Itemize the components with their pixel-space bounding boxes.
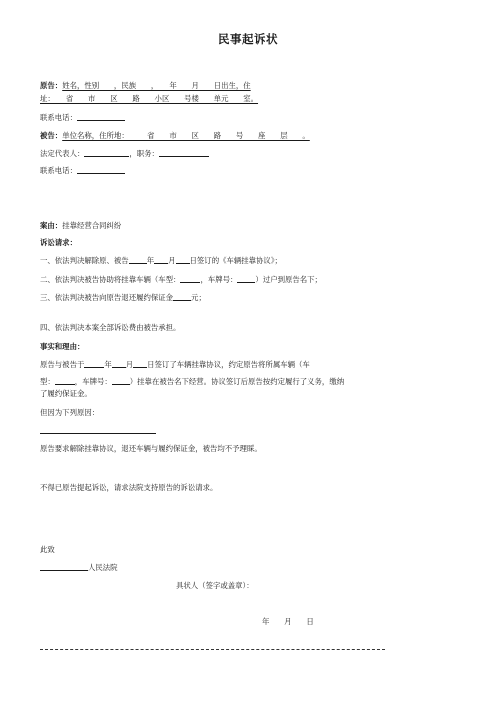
claim-2 <box>40 274 322 285</box>
plaintiff-phone-line <box>40 112 125 123</box>
bottom-divider <box>40 649 385 650</box>
claims-heading: 诉讼请求： <box>40 238 77 247</box>
defendant-line-1 <box>40 131 310 141</box>
reason-blank-line <box>40 425 156 436</box>
plaintiff-phone-blank <box>77 112 125 121</box>
plaintiff-phone-label: 联系电话： <box>40 113 77 122</box>
cause-label: 案由： <box>40 221 63 230</box>
facts-2-a: 型： <box>40 377 55 386</box>
date-line: 年 月 日 <box>262 617 314 626</box>
plaintiff-label: 原告： <box>40 81 63 90</box>
claim-1-day-blank <box>176 255 190 264</box>
claim-3-text-b: 元； <box>191 293 206 302</box>
facts-1-month: 月 <box>125 360 134 369</box>
reason-blank <box>40 425 156 434</box>
defendant-phone-label: 联系电话： <box>40 166 77 175</box>
defendant-phone-line <box>40 165 125 176</box>
legal-rep-label: 法定代表人： <box>40 149 85 158</box>
cause-text: 挂靠经营合同纠纷 <box>62 221 122 230</box>
facts-line-1 <box>40 359 310 370</box>
facts-line-6: 不得已原告提起诉讼，请求法院支持原告的诉讼请求。 <box>40 483 218 492</box>
facts-1-day-blank <box>133 359 147 368</box>
claim-3-text-a: 三、依法判决被告向原告退还履约保证金 <box>40 293 174 302</box>
facts-1-d: 日签订了车辆挂靠协议，约定原告将所属车辆（车 <box>147 360 310 369</box>
facts-1-month-blank <box>112 359 126 368</box>
defendant-rep-line <box>40 148 209 159</box>
signer-line: 具状人（签字或盖章）： <box>176 581 254 590</box>
salutation: 此致 <box>40 545 55 554</box>
facts-1-year: 年 <box>104 360 112 369</box>
legal-rep-blank <box>84 148 129 157</box>
defendant-phone-blank <box>77 165 125 174</box>
plaintiff-line-2 <box>40 94 258 104</box>
claim-1-text-d: 日签订的《车辆挂靠协议》； <box>189 256 282 265</box>
facts-2-c: ）挂靠在被告名下经营。协议签订后原告按约定履行了义务，缴纳 <box>129 377 345 386</box>
facts-heading: 事实和理由： <box>40 342 85 351</box>
document-title: 民事起诉状 <box>218 32 278 46</box>
facts-line-2 <box>40 376 344 387</box>
claim-1 <box>40 255 282 266</box>
plaintiff-info-1: 姓名，性别 ，民族 ， 年 月 日出生，住 <box>62 81 251 90</box>
duty-blank <box>159 148 209 157</box>
court-suffix: 人民法院 <box>88 563 118 572</box>
claim-1-text-a: 一、依法判决解除原、被告 <box>40 256 129 265</box>
plaintiff-line-1 <box>40 81 251 91</box>
claim-2-text-b: ，车牌号： <box>200 275 238 284</box>
defendant-label: 被告： <box>40 131 63 140</box>
facts-line-5: 原告要求解除挂靠协议，退还车辆与履约保证金，被告均不予理睬。 <box>40 444 262 453</box>
cause-line <box>40 221 121 231</box>
defendant-info: 单位名称，住所地： 省 市 区 路 号 座 层 。 <box>62 131 310 140</box>
facts-1-year-blank <box>84 359 104 368</box>
facts-2-plate-blank <box>112 376 130 385</box>
claim-1-month-blank <box>154 255 168 264</box>
facts-2-b: ，车牌号： <box>74 377 112 386</box>
claim-3 <box>40 292 206 303</box>
court-name-blank <box>40 562 88 571</box>
duty-label: ，职务： <box>129 149 159 158</box>
facts-2-model-blank <box>55 376 75 385</box>
claim-1-year: 年 <box>146 256 155 265</box>
claim-1-month: 月 <box>168 256 176 265</box>
facts-line-4: 但因为下列原因： <box>40 408 100 417</box>
claim-4: 四、依法判决本案全部诉讼费由被告承担。 <box>40 323 181 332</box>
claim-2-plate-blank <box>237 274 255 283</box>
plaintiff-address: 址： 省 市 区 路 小区 号楼 单元 室。 <box>40 94 259 103</box>
claim-2-model-blank <box>180 274 200 283</box>
claim-2-text-c: ）过户到原告名下； <box>255 275 322 284</box>
claim-3-amount-blank <box>173 292 191 301</box>
claim-2-text-a: 二、依法判决被告协助将挂靠车辆（车型： <box>40 275 181 284</box>
facts-1-a: 原告与被告于 <box>40 360 85 369</box>
facts-line-3: 了履约保证金。 <box>40 389 92 398</box>
claim-1-year-blank <box>129 255 147 264</box>
court-line <box>40 562 118 573</box>
